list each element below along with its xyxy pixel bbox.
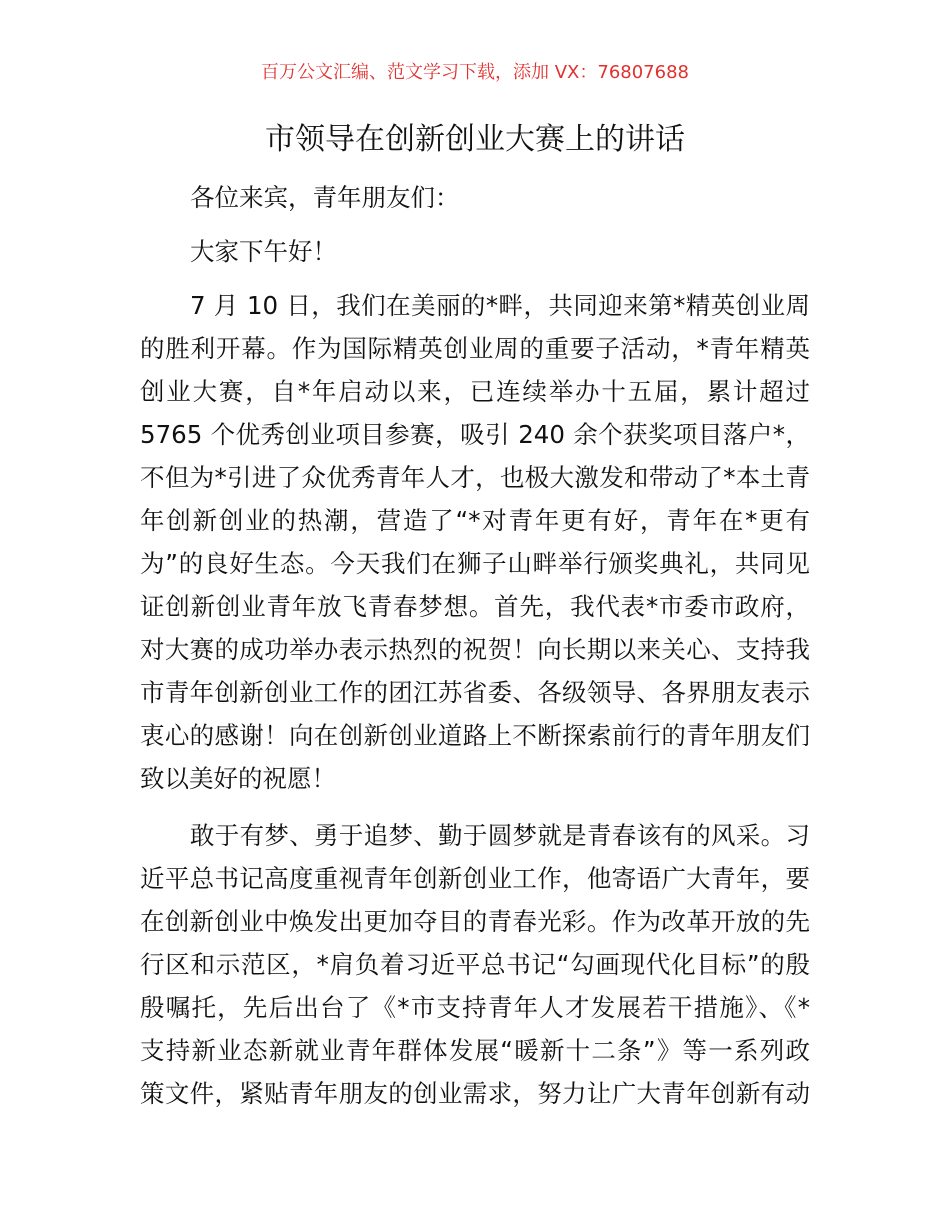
watermark-header: 百万公文汇编、范文学习下载，添加 VX：76807688 [261,62,689,83]
paragraph-4-line: 殷嘱托，先后出台了《*市支持青年人才发展若干措施》、《* [140,993,810,1022]
document-title: 市领导在创新创业大赛上的讲话 [265,122,685,157]
paragraph-3-line: 为”的良好生态。今天我们在狮子山畔举行颁奖典礼，共同见 [140,549,810,578]
paragraph-3-line: 证创新创业青年放飞青春梦想。首先，我代表*市委市政府， [140,592,810,621]
paragraph-4-line: 支持新业态新就业青年群体发展“暖新十二条”》等一系列政 [140,1036,810,1065]
paragraph-2-line: 大家下午好！ [190,237,337,266]
paragraph-3-line: 年创新创业的热潮，营造了“*对青年更有好，青年在*更有 [140,506,810,535]
paragraph-4-line: 在创新创业中焕发出更加夺目的青春光彩。作为改革开放的先 [140,907,810,936]
paragraph-3-line: 对大赛的成功举办表示热烈的祝贺！向长期以来关心、支持我 [140,635,810,664]
paragraph-4-line: 行区和示范区，*肩负着习近平总书记“勾画现代化目标”的殷 [140,950,810,979]
paragraph-3-line: 7 月 10 日，我们在美丽的*畔，共同迎来第*精英创业周 [190,291,810,320]
paragraph-3-line: 创业大赛，自*年启动以来，已连续举办十五届，累计超过 [140,377,810,406]
paragraph-3-line: 5765 个优秀创业项目参赛，吸引 240 余个获奖项目落户*， [140,420,810,449]
paragraph-4-line: 策文件，紧贴青年朋友的创业需求，努力让广大青年创新有动 [140,1079,810,1108]
paragraph-1-line: 各位来宾，青年朋友们： [190,183,460,212]
paragraph-4-line: 近平总书记高度重视青年创新创业工作，他寄语广大青年，要 [140,864,810,893]
paragraph-3-line: 致以美好的祝愿！ [140,764,336,793]
paragraph-3-line: 不但为*引进了众优秀青年人才，也极大激发和带动了*本土青 [140,463,810,492]
paragraph-3-line: 衷心的感谢！向在创新创业道路上不断探索前行的青年朋友们 [140,721,810,750]
paragraph-3-line: 的胜利开幕。作为国际精英创业周的重要子活动，*青年精英 [140,334,810,363]
paragraph-4-line: 敢于有梦、勇于追梦、勤于圆梦就是青春该有的风采。习 [190,821,810,850]
paragraph-3-line: 市青年创新创业工作的团江苏省委、各级领导、各界朋友表示 [140,678,810,707]
